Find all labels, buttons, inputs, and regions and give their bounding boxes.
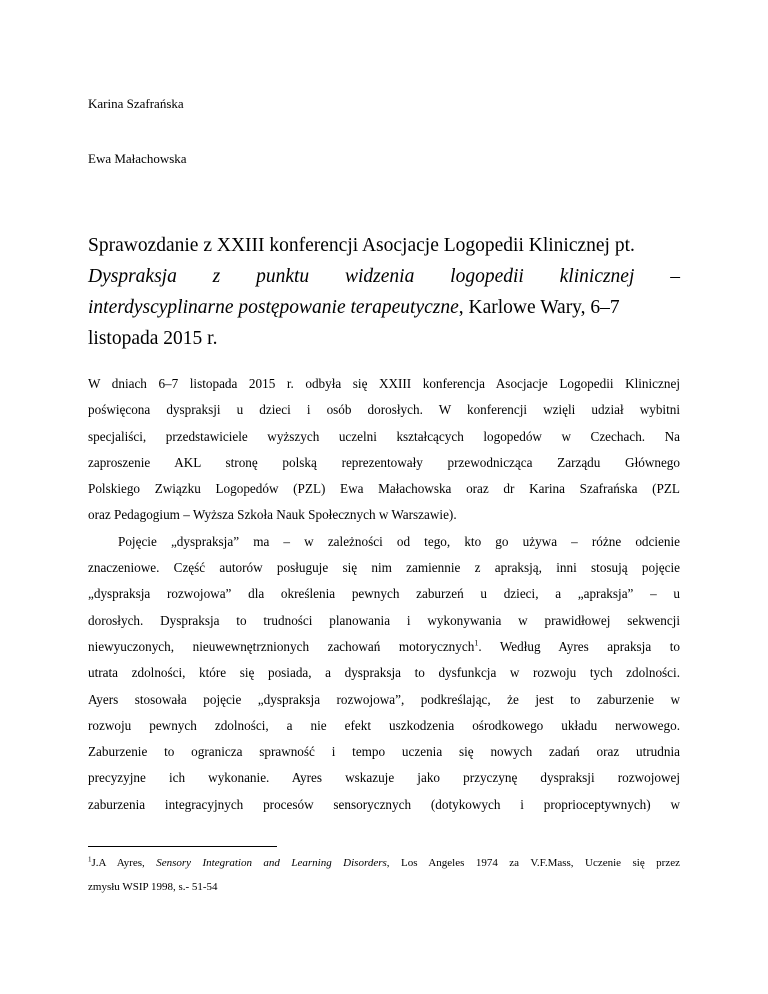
title-line-3 [88,292,680,323]
paragraph-2-line: utrata zdolności, które się posiada, a dyspraksja to dysfunkcja w rozwoju tych zdolności. [88,665,680,681]
footnote-divider [88,846,277,847]
title-word: punktu [256,266,310,287]
title-word: – [670,266,680,287]
line-text: . Według Ayres apraksja to [478,638,681,654]
line-text: niewyuczonych, nieuwewnętrznionych zachowań motorycznych [88,638,475,654]
paragraph-2-line: dorosłych. Dyspraksja to trudności planowania i wykonywania w prawidłowej sekwencji [88,612,680,628]
title-word: klinicznej [559,266,635,287]
paragraph-2-line: rozwoju pewnych zdolności, a nie efekt uszkodzenia ośrodkowego układu nerwowego. [88,717,680,733]
title-line-1: Sprawozdanie z XXIII konferencji Asocjacje Logopedii Klinicznej pt. [88,235,635,256]
title-line-2 [88,261,680,292]
footnote-reference[interactable]: 1 [474,638,479,648]
paragraph-1-line: zaproszenie AKL stronę polską reprezentowały przewodnicząca Zarządu Głównego [88,454,680,470]
title-word: Dyspraksja [88,266,177,287]
author-name-1: Karina Szafrańska [88,96,184,111]
footnote-text: , Los Angeles 1974 za V.F.Mass, Uczenie się przez [386,857,680,869]
footnote [88,851,680,899]
paragraph-1-line: oraz Pedagogium – Wyższa Szkoła Nauk Społecznych w Warszawie). [88,507,457,523]
paragraph-2-line: znaczeniowe. Część autorów posługuje się nim zamiennie z apraksją, inni stosują pojęcie [88,560,680,576]
report-title [88,230,680,354]
footnote-line-1 [88,851,680,875]
footnote-book-title: Sensory Integration and Learning Disorders [156,857,387,869]
paragraph-2-line [88,634,680,660]
paragraph-2-line: precyzyjne ich wykonanie. Ayres wskazuje jako przyczynę dyspraksji rozwojowej [88,770,680,786]
body-text [88,371,680,818]
footnote-mark: 1 [88,855,92,864]
title-plain-part: , Karlowe Wary, 6–7 [458,297,620,318]
title-line-4: listopada 2015 r. [88,328,218,349]
footnote-line-2: zmysłu WSIP 1998, s.- 51-54 [88,881,218,893]
paragraph-2-line: Zaburzenie to ogranicza sprawność i tempo uczenia się nowych zadań oraz utrudnia [88,744,680,760]
footnote-text: J.A Ayres, [91,857,157,869]
paragraph-2-line: Ayers stosowała pojęcie „dyspraksja rozwojowa”, podkreślając, że jest to zaburzenie w [88,691,680,707]
title-word: z [212,266,221,287]
paragraph-1-line: specjaliści, przedstawiciele wyższych uczelni kształcących logopedów w Czechach. Na [88,428,680,444]
title-italic-part: interdyscyplinarne postępowanie terapeutyczne [88,297,459,318]
title-word: widzenia [344,266,415,287]
title-word: logopedii [450,266,524,287]
paragraph-1-line: Polskiego Związku Logopedów (PZL) Ewa Małachowska oraz dr Karina Szafrańska (PZL [88,481,680,497]
paragraph-1-line: poświęcona dyspraksji u dzieci i osób dorosłych. W konferencji wzięli udział wybitni [88,402,680,418]
paragraph-1-line: W dniach 6–7 listopada 2015 r. odbyła się XXIII konferencja Asocjacje Logopedii Klinicznej [88,376,680,391]
paragraph-2-line: zaburzenia integracyjnych procesów sensorycznych (dotykowych i proprioceptywnych) w [88,796,680,812]
paragraph-2-line: „dyspraksja rozwojowa” dla określenia pewnych zaburzeń u dzieci, a „apraksja” – u [88,586,680,602]
paragraph-2-line: Pojęcie „dyspraksja” ma – w zależności od tego, kto go używa – różne odcienie [118,533,680,549]
author-name-2: Ewa Małachowska [88,151,187,166]
